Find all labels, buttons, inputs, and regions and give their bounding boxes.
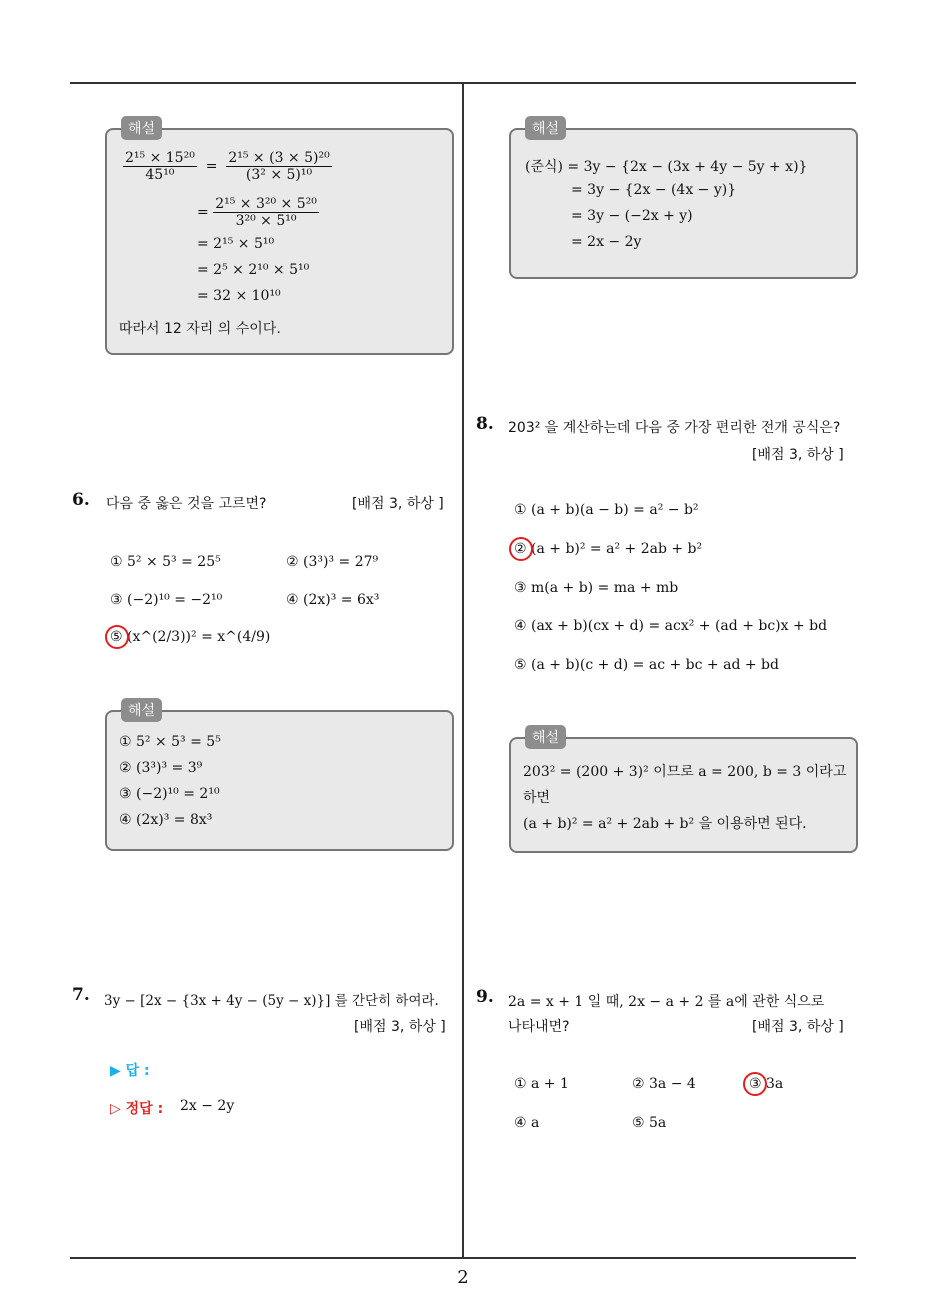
solution-line: = 32 × 10¹⁰ [197,288,281,304]
option-2[interactable]: ② (3³)³ = 27⁹ [286,554,379,570]
option-4[interactable]: ④ (ax + b)(cx + d) = acx² + (ad + bc)x + bd [514,618,828,634]
solution-line: = 3y − {2x − (4x − y)} [571,182,737,198]
answer-label: ▶ 답 : [110,1063,150,1079]
solution-tag: 해설 [525,116,566,140]
answer-mark-circle [743,1072,767,1096]
solution-line: 하면 [523,790,551,806]
bottom-rule [70,1257,856,1259]
option-5[interactable]: ⑤ (x^(2/3))² = x^(4/9) [110,629,271,645]
option-5[interactable]: ⑤ (a + b)(c + d) = ac + bc + ad + bd [514,657,779,673]
option-4[interactable]: ④ a [514,1115,540,1131]
solution-frac-line: $\frac{\text{2¹⁵ × 15²⁰}}{\text{45¹⁰}}$ = $\frac{\text{2¹⁵ × (3 × 5)²⁰}}{\text{(3² × 5)¹⁰}}$ [125,150,330,183]
solution-line: (준식) = 3y − {2x − (3x + 4y − 5y + x)} [525,159,808,175]
solution-conclusion: 따라서 12 자리 의 수이다. [119,321,281,337]
option-3[interactable]: ③ m(a + b) = ma + mb [514,580,679,596]
solution-box-8 [509,730,858,853]
option-1[interactable]: ① (a + b)(a − b) = a² − b² [514,502,699,518]
solution-box-6 [105,703,454,851]
question-number: 6. [72,490,90,510]
correct-answer: 2x − 2y [180,1098,235,1114]
solution-tag: 해설 [121,698,162,722]
option-3[interactable]: ③ (−2)¹⁰ = −2¹⁰ [110,592,223,608]
question-number: 8. [476,414,494,434]
column-divider [462,82,464,1258]
solution-line: = 3y − (−2x + y) [571,208,693,224]
question-score: [배점 3, 하상 ] [752,447,844,463]
solution-line: ④ (2x)³ = 8x³ [119,812,213,828]
question-score: [배점 3, 하상 ] [354,1019,446,1035]
solution-line: = 2¹⁵ × 5¹⁰ [197,236,275,252]
solution-line: ① 5² × 5³ = 5⁵ [119,734,221,750]
option-2[interactable]: ② (a + b)² = a² + 2ab + b² [514,541,703,557]
answer-mark-circle [509,537,533,561]
question-text: 나타내면? [508,1019,570,1035]
option-1[interactable]: ① a + 1 [514,1076,569,1092]
option-1[interactable]: ① 5² × 5³ = 25⁵ [110,554,221,570]
solution-box-1 [105,121,454,355]
solution-box-7 [509,121,858,279]
option-3[interactable]: ③ 3a [749,1076,784,1092]
solution-tag: 해설 [525,725,566,749]
option-4[interactable]: ④ (2x)³ = 6x³ [286,592,380,608]
question-number: 9. [476,987,494,1007]
solution-line: (a + b)² = a² + 2ab + b² 을 이용하면 된다. [523,816,807,832]
solution-tag: 해설 [121,116,162,140]
solution-line: ② (3³)³ = 3⁹ [119,760,203,776]
solution-frac-line: = $\frac{\text{2¹⁵ × 3²⁰ × 5²⁰}}{\text{3²⁰ × 5¹⁰}}$ [197,196,317,229]
page-number: 2 [457,1267,469,1288]
question-text: 203² 을 계산하는데 다음 중 가장 편리한 전개 공식은? [508,420,841,436]
solution-line: = 2⁵ × 2¹⁰ × 5¹⁰ [197,262,310,278]
solution-line: ③ (−2)¹⁰ = 2¹⁰ [119,786,220,802]
question-score: [배점 3, 하상 ] [352,496,444,512]
question-score: [배점 3, 하상 ] [752,1019,844,1035]
question-text: 3y − [2x − {3x + 4y − (5y − x)}] 를 간단히 하여라. [104,993,439,1009]
question-number: 7. [72,985,90,1005]
question-text: 2a = x + 1 일 때, 2x − a + 2 를 a에 관한 식으로 [508,994,825,1010]
option-2[interactable]: ② 3a − 4 [632,1076,696,1092]
correct-label: ▷ 정답 : [110,1101,164,1117]
question-text: 다음 중 옳은 것을 고르면? [106,496,267,512]
option-5[interactable]: ⑤ 5a [632,1115,667,1131]
answer-mark-circle [105,625,129,649]
solution-line: = 2x − 2y [571,234,642,250]
solution-line: 203² = (200 + 3)² 이므로 a = 200, b = 3 이라고 [523,764,847,780]
